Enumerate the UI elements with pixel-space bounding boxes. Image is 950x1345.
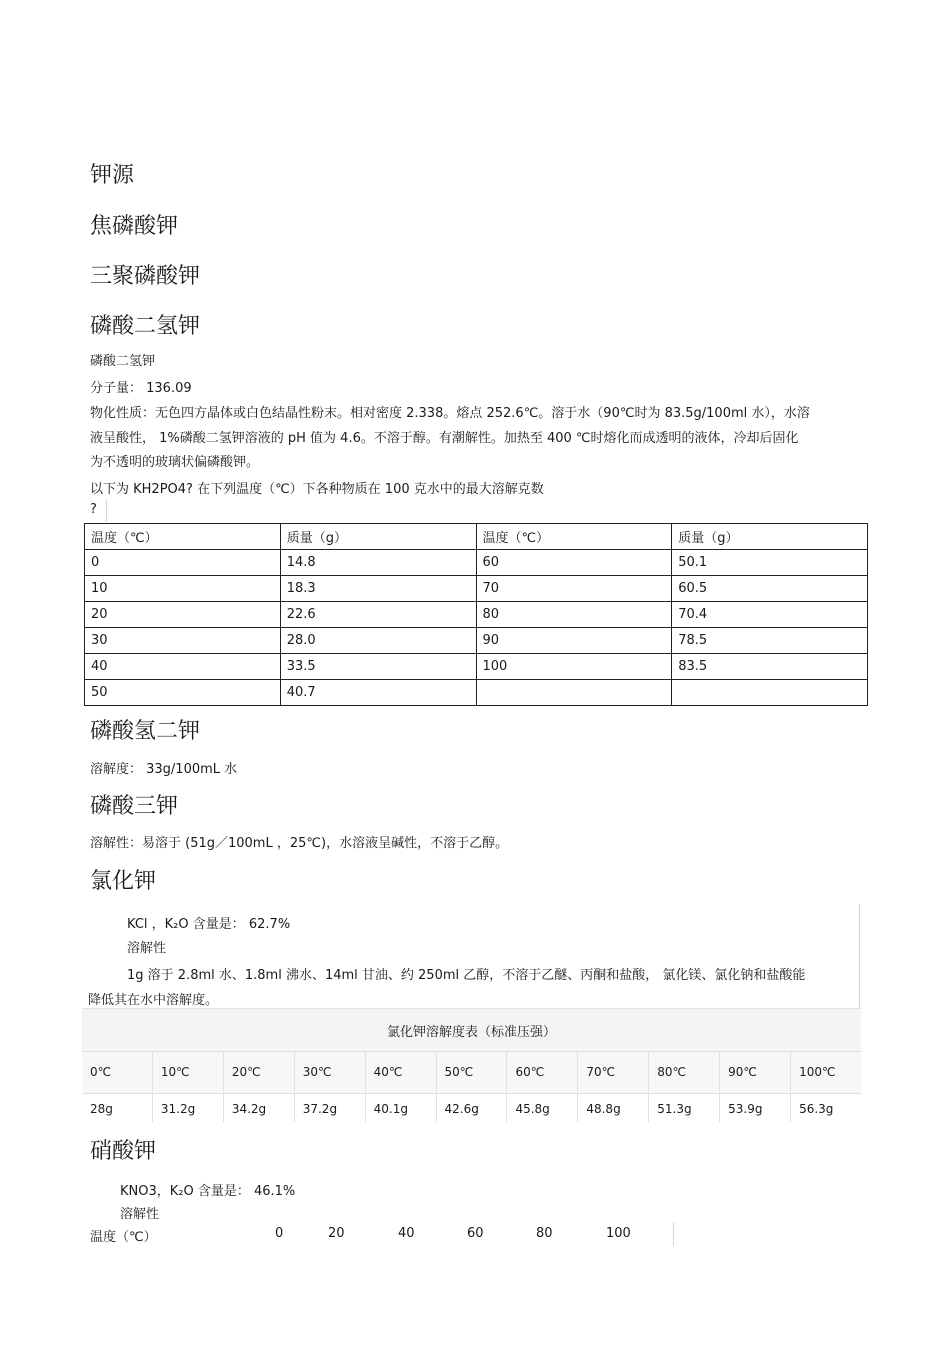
k3po4-solubility: 溶解性：易溶于 (51g／100mL ，25℃)，水溶液呈碱性，不溶于乙醇。 bbox=[90, 836, 509, 851]
table-cell: 30 bbox=[85, 628, 281, 654]
table-row bbox=[85, 628, 868, 654]
table-header-row bbox=[85, 524, 868, 550]
heading-kpp3: 三聚磷酸钾 bbox=[90, 264, 201, 289]
kcl-value-row bbox=[82, 1093, 861, 1122]
kh2po4-solubility-table bbox=[84, 523, 868, 706]
kh2po4-mw: 分子量： 136.09 bbox=[90, 381, 192, 396]
table-header-cell: 100℃ bbox=[790, 1052, 861, 1092]
kno3-temperature-value: 0 bbox=[275, 1226, 284, 1241]
table-cell: 60.5 bbox=[672, 576, 868, 602]
kno3-temperature-value: 60 bbox=[467, 1226, 484, 1241]
table-cell: 20 bbox=[85, 602, 281, 628]
table-cell: 56.3g bbox=[790, 1094, 861, 1122]
table-row bbox=[85, 602, 868, 628]
table-cell: 45.8g bbox=[506, 1094, 577, 1122]
kh2po4-props-line3: 为不透明的玻璃状偏磷酸钾。 bbox=[90, 455, 260, 470]
table-cell: 40.1g bbox=[365, 1094, 436, 1122]
table-cell: 100 bbox=[476, 654, 672, 680]
table-cell: 28g bbox=[90, 1102, 113, 1116]
table-header-cell: 40℃ bbox=[365, 1052, 436, 1092]
kh2po4-name: 磷酸二氢钾 bbox=[90, 354, 156, 369]
table-cell: 40.7 bbox=[280, 680, 476, 706]
table-cell: 53.9g bbox=[719, 1094, 790, 1122]
table-header-cell: 90℃ bbox=[719, 1052, 790, 1092]
table-cell: 22.6 bbox=[280, 602, 476, 628]
table-cell: 60 bbox=[476, 550, 672, 576]
table-cell bbox=[476, 680, 672, 706]
kno3-k2o-content: KNO3，K₂O 含量是： 46.1% bbox=[120, 1184, 296, 1199]
table-header-cell: 温度（℃） bbox=[85, 524, 281, 550]
table-header-cell: 质量（g） bbox=[280, 524, 476, 550]
heading-kh2po4: 磷酸二氢钾 bbox=[90, 314, 201, 339]
table-header-cell: 10℃ bbox=[152, 1052, 223, 1092]
table-header-cell: 70℃ bbox=[577, 1052, 648, 1092]
table-header-cell: 80℃ bbox=[648, 1052, 719, 1092]
table-cell: 70 bbox=[476, 576, 672, 602]
table-row bbox=[85, 550, 868, 576]
table-cell: 28.0 bbox=[280, 628, 476, 654]
kno3-temperature-value: 40 bbox=[398, 1226, 415, 1241]
table-header-cell: 30℃ bbox=[294, 1052, 365, 1092]
table-cell: 50 bbox=[85, 680, 281, 706]
table-row bbox=[85, 654, 868, 680]
table-cell: 51.3g bbox=[648, 1094, 719, 1122]
kcl-solubility-line2: 降低其在水中溶解度。 bbox=[88, 993, 219, 1008]
kno3-solubility-label: 溶解性 bbox=[120, 1207, 160, 1222]
heading-kcl: 氯化钾 bbox=[90, 869, 157, 894]
kno3-temperature-value: 100 bbox=[606, 1226, 631, 1241]
kh2po4-props-line1: 物化性质：无色四方晶体或白色结晶性粉末。相对密度 2.338。熔点 252.6℃。溶于水（90℃时为 83.5g/100ml 水），水溶 bbox=[90, 406, 810, 421]
table-cell: 42.6g bbox=[436, 1094, 507, 1122]
table-header-cell: 20℃ bbox=[223, 1052, 294, 1092]
table-cell: 31.2g bbox=[152, 1094, 223, 1122]
table-cell: 14.8 bbox=[280, 550, 476, 576]
table-cell: 83.5 bbox=[672, 654, 868, 680]
heading-potassium-source: 钾源 bbox=[90, 163, 135, 188]
table-header-cell: 60℃ bbox=[506, 1052, 577, 1092]
table-cell: 48.8g bbox=[577, 1094, 648, 1122]
kcl-table-caption: 氯化钾溶解度表（标准压强） bbox=[386, 1025, 556, 1040]
divider bbox=[859, 904, 860, 1008]
table-header-cell: 质量（g） bbox=[672, 524, 868, 550]
table-row bbox=[85, 576, 868, 602]
kh2po4-table-intro: 以下为 KH2PO4? 在下列温度（℃）下各种物质在 100 克水中的最大溶解克数 bbox=[90, 482, 544, 497]
table-cell bbox=[672, 680, 868, 706]
kh2po4-props-line2: 液呈酸性， 1%磷酸二氢钾溶液的 pH 值为 4.6。不溶于醇。有潮解性。加热至 400 ℃时熔化而成透明的液体，冷却后固化 bbox=[90, 431, 799, 446]
table-row bbox=[85, 680, 868, 706]
k2hpo4-solubility: 溶解度： 33g/100mL 水 bbox=[90, 762, 238, 777]
table-cell: 0 bbox=[85, 550, 281, 576]
kh2po4-qmark: ? bbox=[90, 502, 97, 517]
kcl-temperature-row bbox=[82, 1051, 861, 1092]
table-cell: 90 bbox=[476, 628, 672, 654]
table-cell: 70.4 bbox=[672, 602, 868, 628]
table-cell: 34.2g bbox=[223, 1094, 294, 1122]
kno3-temperature-label: 温度（℃） bbox=[90, 1230, 157, 1245]
divider bbox=[673, 1222, 674, 1246]
heading-k3po4: 磷酸三钾 bbox=[90, 794, 179, 819]
table-cell: 78.5 bbox=[672, 628, 868, 654]
heading-tkpp: 焦磷酸钾 bbox=[90, 214, 179, 239]
table-cell: 50.1 bbox=[672, 550, 868, 576]
table-cell: 80 bbox=[476, 602, 672, 628]
divider bbox=[106, 500, 107, 522]
kcl-solubility-line1: 1g 溶于 2.8ml 水、1.8ml 沸水、14ml 甘油、约 250ml 乙醇，不溶于乙醚、丙酮和盐酸， 氯化镁、氯化钠和盐酸能 bbox=[127, 968, 806, 983]
heading-k2hpo4: 磷酸氢二钾 bbox=[90, 719, 201, 744]
table-cell: 37.2g bbox=[294, 1094, 365, 1122]
kno3-temperature-value: 80 bbox=[536, 1226, 553, 1241]
table-cell: 18.3 bbox=[280, 576, 476, 602]
heading-kno3: 硝酸钾 bbox=[90, 1139, 157, 1164]
table-cell: 40 bbox=[85, 654, 281, 680]
table-cell: 10 bbox=[85, 576, 281, 602]
kno3-temperature-value: 20 bbox=[328, 1226, 345, 1241]
kcl-k2o-content: KCl ，K₂O 含量是： 62.7% bbox=[127, 917, 291, 932]
table-cell: 33.5 bbox=[280, 654, 476, 680]
kcl-solubility-table bbox=[82, 1008, 861, 1122]
kcl-solubility-label: 溶解性 bbox=[127, 941, 167, 956]
table-header-cell: 0℃ bbox=[90, 1065, 112, 1079]
table-header-cell: 50℃ bbox=[436, 1052, 507, 1092]
table-header-cell: 温度（℃） bbox=[476, 524, 672, 550]
